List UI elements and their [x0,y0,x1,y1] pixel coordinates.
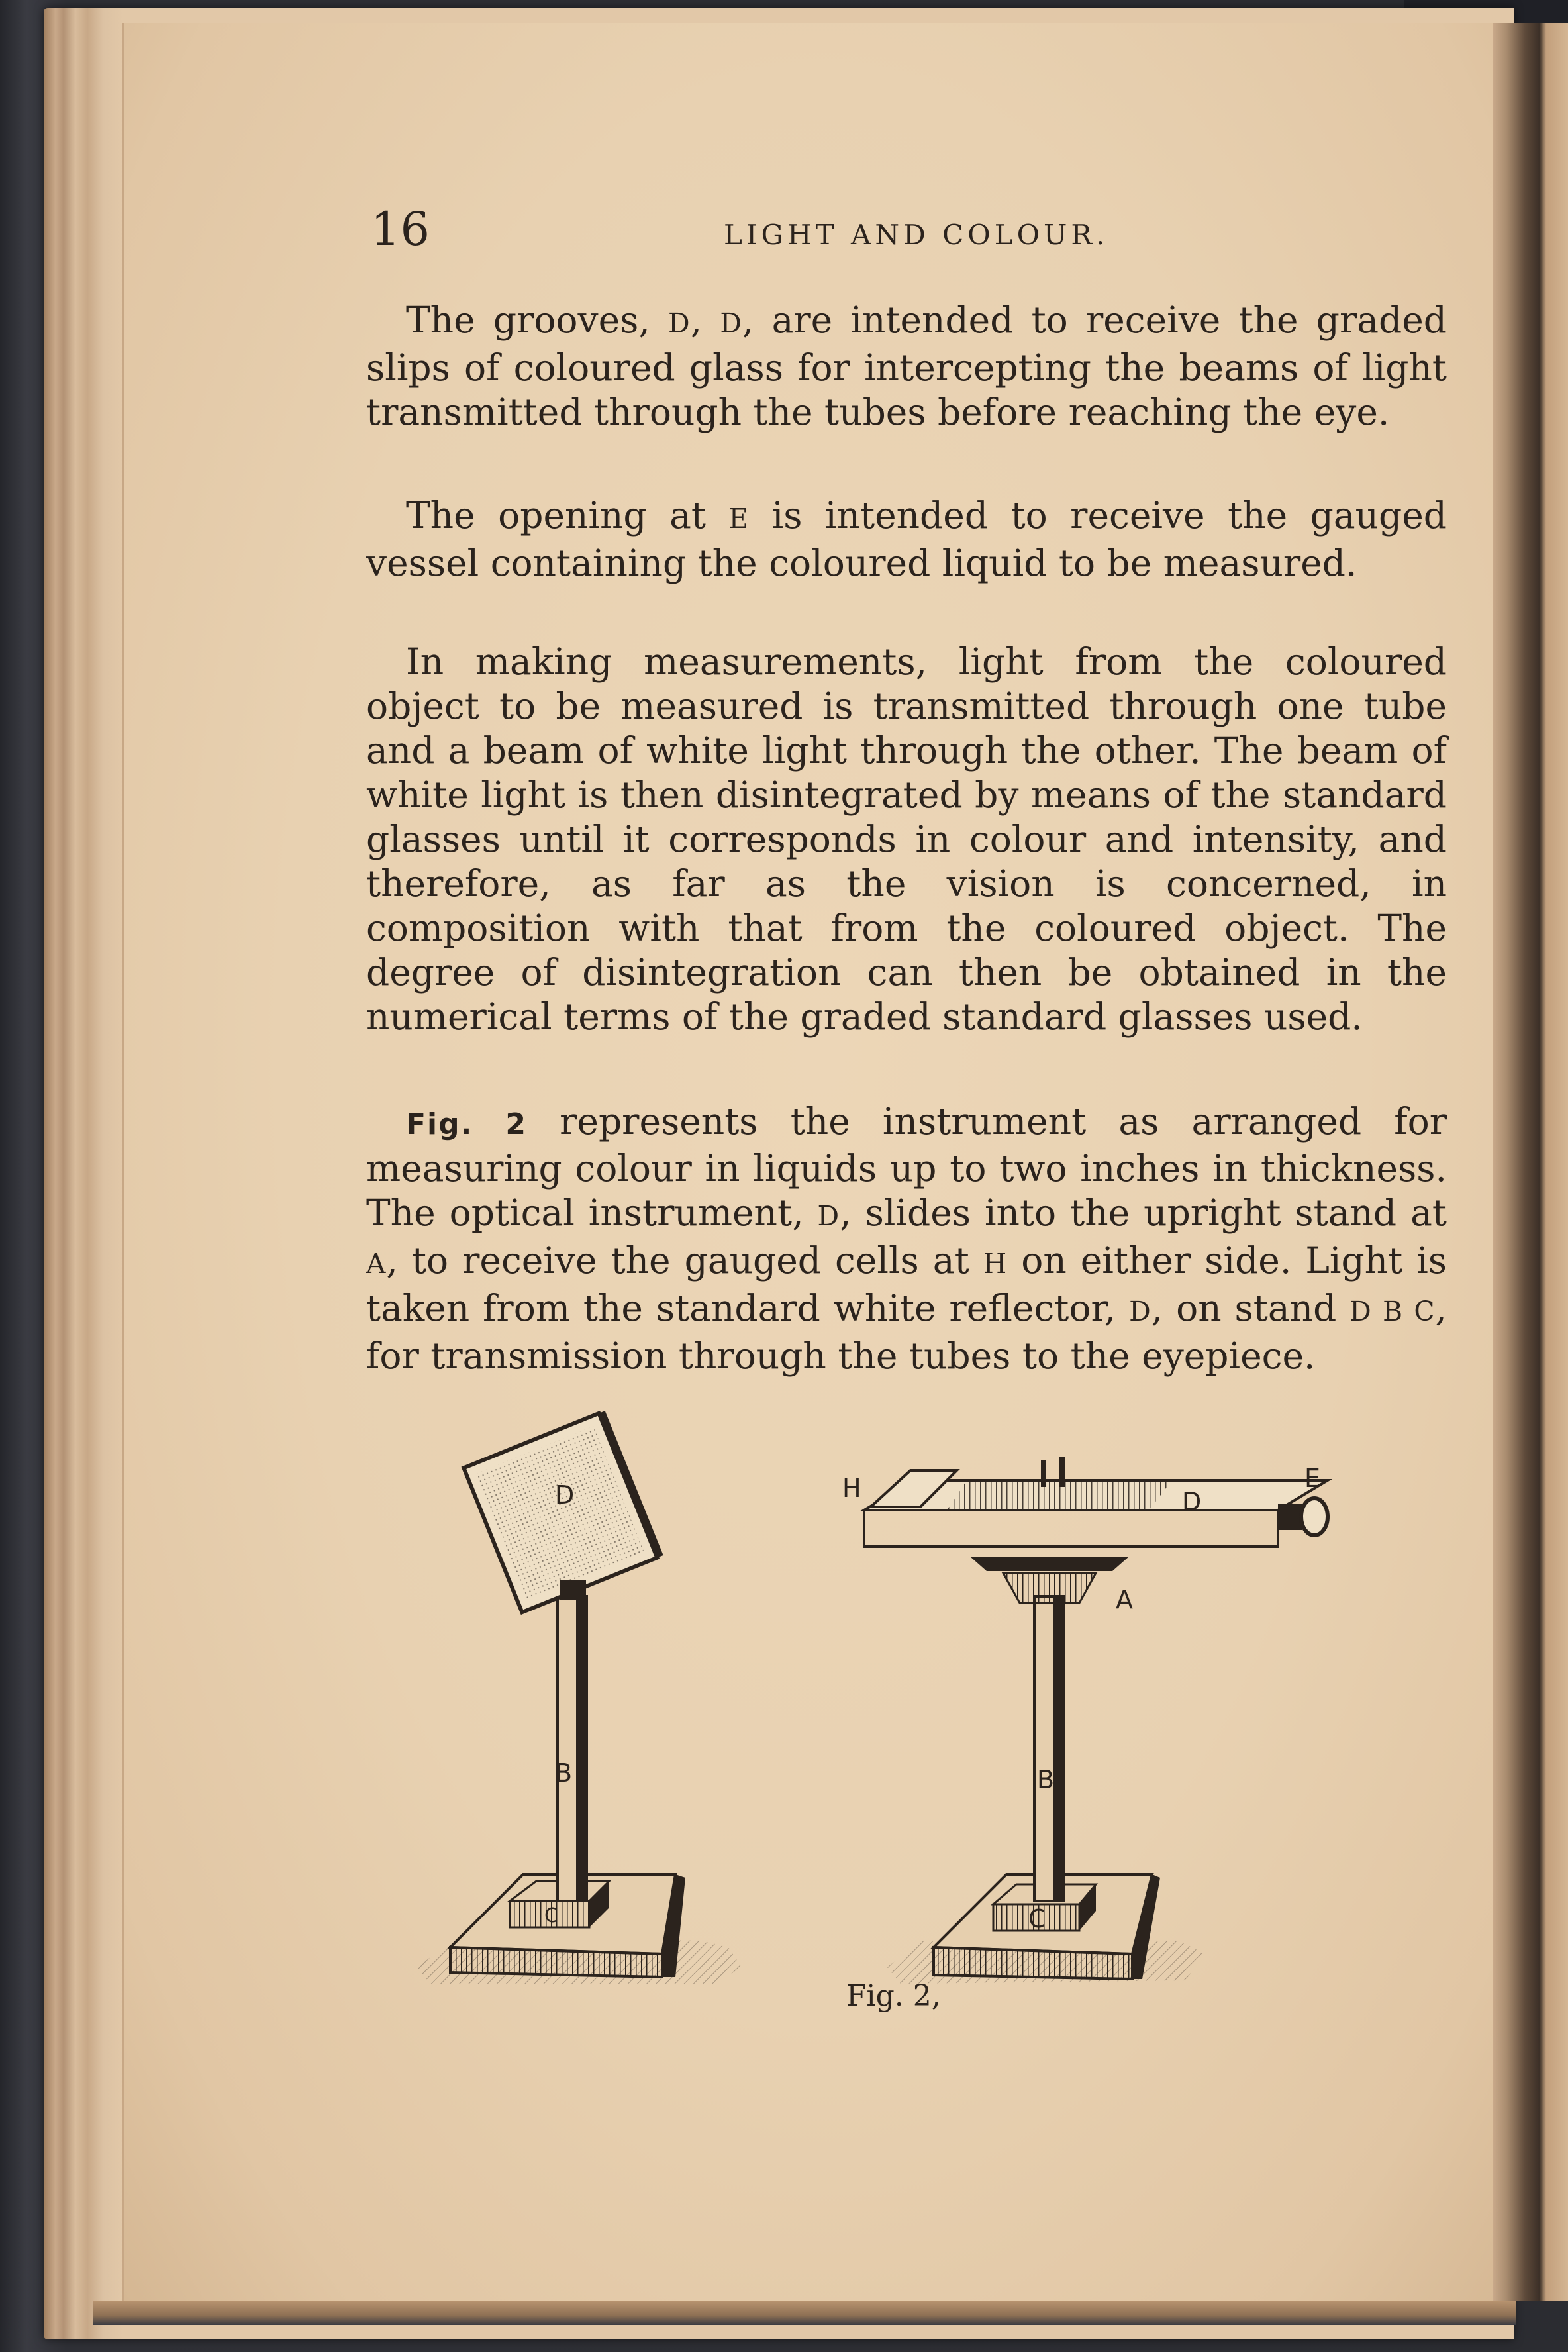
paragraph-3 [366,640,1447,1039]
p4-sc-dbc: D B C [1349,1296,1436,1327]
left-label-c: C [544,1904,558,1927]
p4-text-b: , slides into the upright stand at [840,1192,1447,1234]
p1-text-b: , [690,299,720,341]
p2-text-b: is intended to receive the gauged vessel containing the coloured liquid to be measured. [366,494,1447,584]
right-label-e: E [1304,1464,1321,1493]
figure-illustration [371,1398,1404,2007]
p2-sc-e: E [728,503,750,535]
page-bottom-edge [93,2301,1516,2325]
p4-text-f: , for transmission through the tubes to the eyepiece. [366,1287,1447,1377]
p4-text-a: represents the instrument as arranged for measuring colour in liquids up to two inches in thickness. The optical instrument, [366,1100,1447,1234]
p4-sc-h: H [983,1248,1008,1280]
p4-text-c: , to receive the gauged cells at [386,1239,983,1282]
p4-fig-ref: Fig. 2 [406,1107,527,1141]
right-instrument-stand [842,1457,1328,1984]
p1-sc-d1: D [668,307,691,339]
p4-sc-a: A [366,1248,387,1280]
p4-sc-d2: D [1129,1296,1152,1327]
right-label-h: H [842,1474,861,1503]
figure-caption: Fig. 2, [846,1979,941,2013]
p4-text-d: on either side. Light is taken from the standard white reflector, [366,1239,1447,1329]
right-label-c: C [1028,1904,1046,1933]
p2-text-a: The opening at [406,494,729,537]
p1-sc-d2: D [720,307,742,339]
running-head: LIGHT AND COLOUR. [724,219,1109,251]
paragraph-4 [366,1099,1447,1378]
right-label-b: B [1037,1765,1055,1794]
left-label-b: B [555,1759,573,1788]
p4-sc-d: D [817,1200,840,1232]
paragraph-1 [366,298,1447,435]
page-gutter [1493,23,1568,2301]
p4-text-e: , on stand [1151,1287,1350,1329]
right-label-d: D [1182,1487,1202,1516]
left-label-d: D [555,1480,575,1509]
p3-text: In making measurements, light from the coloured object to be measured is transmitted through one tube and a beam of white light through the other. The beam of white light is then disintegrated by means of the standard glasses until it corresponds in colour and intensity, and therefore, as far as the vision is concerned, in composition with that from the coloured object. The degree of disintegration can then be obtained in the numerical terms of the graded standard glasses used. [366,640,1447,1038]
p1-text-c: , are intended to receive the graded slips of coloured glass for intercepting the beams of light transmitted through the tubes before reaching the eye. [366,299,1447,433]
left-reflector-stand [417,1411,742,1984]
p1-text-a: The grooves, [406,299,669,341]
paragraph-2 [366,493,1447,586]
page-number: 16 [371,202,430,256]
right-label-a: A [1116,1585,1133,1614]
